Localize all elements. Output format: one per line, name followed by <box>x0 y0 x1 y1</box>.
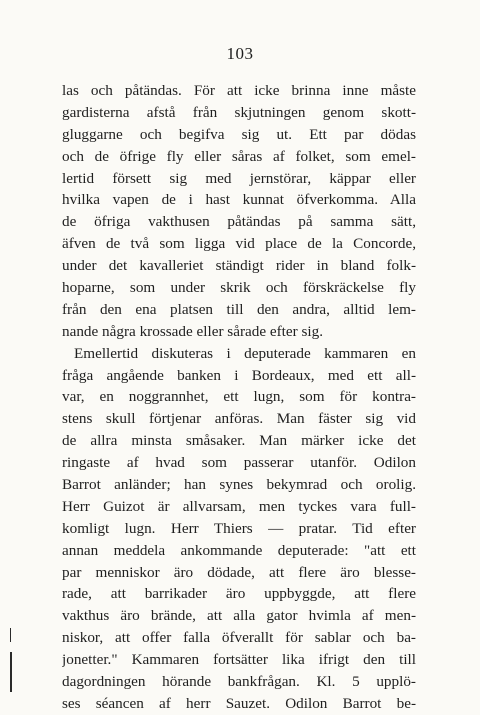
text-line: från den ena platsen till den andra, alltid lem- <box>62 300 416 318</box>
text-line: de allra minsta småsaker. Man märker icke det <box>62 432 416 450</box>
body-text <box>62 80 416 715</box>
text-line: hvilka vapen de i hast kunnat öfverkomma. Alla <box>62 191 416 209</box>
text-line: ses séancen af herr Sauzet. Odilon Barrot be- <box>62 694 416 712</box>
text-line: Emellertid diskuteras i deputerade kammaren en <box>74 344 416 362</box>
text-line: ringaste af hvad som passerar utanför. Odilon <box>62 454 416 472</box>
text-line: under det kavalleriet ständigt rider in bland folk- <box>62 257 416 275</box>
text-line: lertid försett sig med jernstörar, käppar eller <box>62 169 416 187</box>
margin-rule-mark <box>10 652 12 692</box>
text-line: hoparne, som under skrik och förskräckelse fly <box>62 279 416 297</box>
text-line: Herr Guizot är allvarsam, men tyckes vara full- <box>62 497 416 515</box>
page-number: 103 <box>226 44 254 63</box>
text-line: las och påtändas. För att icke brinna inne måste <box>62 82 416 99</box>
text-line: och de öfrige fly eller såras af folket, som emel- <box>62 147 416 165</box>
text-line: var, en noggrannhet, ett lugn, som för kontra- <box>62 388 416 406</box>
text-line: dagordningen hörande bankfrågan. Kl. 5 upplö- <box>62 673 416 691</box>
margin-tick-mark <box>10 628 11 642</box>
text-line: komligt lugn. Herr Thiers — pratar. Tid efter <box>62 519 416 537</box>
text-line: niskor, att offer falla öfverallt för sablar och ba- <box>62 629 416 647</box>
text-line: de öfriga vakthusen påtändas på samma sätt, <box>62 213 416 231</box>
text-line: nande några krossade eller sårade efter sig. <box>62 322 324 340</box>
text-line: jonetter." Kammaren fortsätter lika ifrigt den till <box>62 651 416 669</box>
text-line: stens skull förtjenar anföras. Man fäster sig vid <box>62 410 416 428</box>
text-line: äfven de två som ligga vid place de la Concorde, <box>62 235 416 253</box>
text-line: par menniskor äro dödade, att flere äro blesse- <box>62 563 416 581</box>
text-line: annan meddela ankommande deputerade: "att ett <box>62 541 416 559</box>
text-line: fråga angående banken i Bordeaux, med ett all- <box>62 366 416 384</box>
text-line: vakthus äro brände, att alla gator hvimla af men- <box>62 607 416 625</box>
text-line: rade, att barrikader äro uppbyggde, att flere <box>62 585 416 603</box>
text-line: gluggarne och begifva sig ut. Ett par dödas <box>62 125 416 143</box>
text-line: gardisterna afstå från skjutningen genom skott- <box>62 103 416 121</box>
text-line: Barrot anländer; han synes bekymrad och orolig. <box>62 476 416 494</box>
